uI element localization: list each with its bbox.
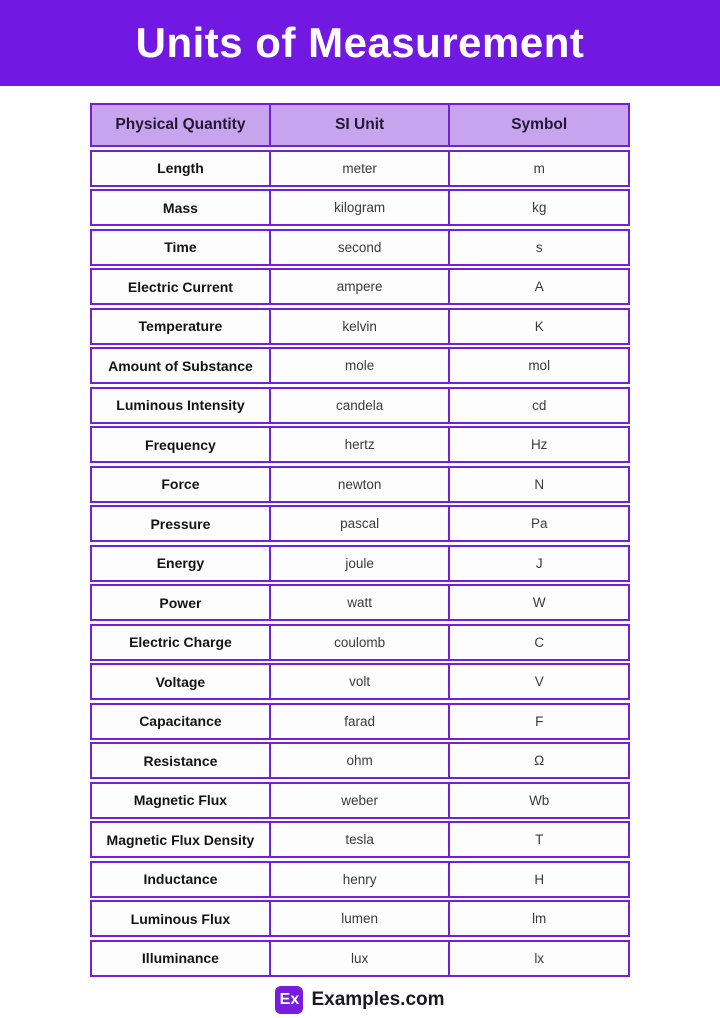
cell-symbol: mol (448, 349, 628, 382)
cell-si-unit: ohm (269, 744, 449, 777)
cell-si-unit: henry (269, 863, 449, 896)
cell-physical-quantity: Length (157, 160, 204, 176)
cell-symbol: W (448, 586, 628, 619)
cell-physical-quantity: Luminous Flux (130, 910, 231, 927)
table-row (90, 387, 630, 424)
cell-symbol: F (448, 705, 628, 738)
table-body (90, 150, 630, 977)
cell-physical-quantity: Electric Current (127, 278, 233, 295)
table-row (90, 900, 630, 937)
cell-symbol: kg (448, 191, 628, 224)
cell-si-unit: kelvin (269, 310, 449, 343)
table-row (90, 703, 630, 740)
cell-symbol: cd (448, 389, 628, 422)
cell-si-unit: lux (269, 942, 449, 975)
cell-physical-quantity: Pressure (150, 515, 211, 532)
title-banner (0, 0, 720, 86)
cell-physical-quantity: Magnetic Flux (133, 792, 228, 808)
cell-si-unit: newton (269, 468, 449, 501)
cell-si-unit: second (269, 231, 449, 264)
cell-symbol: A (448, 270, 628, 303)
cell-si-unit: volt (269, 665, 449, 698)
table-row (90, 584, 630, 621)
table-row (90, 742, 630, 779)
table-row (90, 505, 630, 542)
cell-symbol: C (448, 626, 628, 659)
cell-symbol: lx (448, 942, 628, 975)
cell-si-unit: pascal (269, 507, 449, 540)
table-row (90, 426, 630, 463)
cell-physical-quantity: Time (164, 239, 197, 255)
cell-si-unit: kilogram (269, 191, 449, 224)
cell-symbol: V (448, 665, 628, 698)
cell-si-unit: mole (269, 349, 449, 382)
table-header-row (90, 103, 630, 147)
site-footer (0, 986, 720, 1014)
cell-symbol: Pa (448, 507, 628, 540)
cell-physical-quantity: Inductance (143, 871, 218, 887)
table-row (90, 268, 630, 305)
cell-si-unit: hertz (269, 428, 449, 461)
table-row (90, 229, 630, 266)
cell-symbol: m (448, 152, 628, 185)
cell-symbol: N (448, 468, 628, 501)
table-row (90, 861, 630, 898)
cell-symbol: s (448, 231, 628, 264)
cell-symbol: Hz (448, 428, 628, 461)
cell-physical-quantity: Resistance (143, 752, 218, 769)
cell-physical-quantity: Magnetic Flux Density (106, 831, 255, 848)
table-row (90, 663, 630, 700)
cell-symbol: K (448, 310, 628, 343)
table-row (90, 782, 630, 819)
cell-si-unit: tesla (269, 823, 449, 856)
cell-si-unit: candela (269, 389, 449, 422)
cell-physical-quantity: Amount of Substance (108, 357, 253, 374)
cell-symbol: lm (448, 902, 628, 935)
cell-physical-quantity: Mass (162, 199, 198, 216)
header-si-unit: SI Unit (269, 105, 449, 145)
cell-si-unit: ampere (269, 270, 449, 303)
table-row (90, 347, 630, 384)
table-row (90, 150, 630, 187)
table-row (90, 821, 630, 858)
cell-si-unit: lumen (269, 902, 449, 935)
table-row (90, 545, 630, 582)
cell-si-unit: watt (269, 586, 449, 619)
cell-physical-quantity: Luminous Intensity (116, 397, 245, 413)
cell-physical-quantity: Voltage (155, 673, 206, 690)
cell-symbol: Wb (448, 784, 628, 817)
cell-symbol: Ω (448, 744, 628, 777)
cell-physical-quantity: Frequency (145, 436, 216, 453)
table-row (90, 466, 630, 503)
header-symbol: Symbol (448, 105, 628, 145)
site-name: Examples.com (311, 988, 445, 1010)
units-table (90, 103, 630, 977)
table-row (90, 940, 630, 977)
table-row (90, 308, 630, 345)
cell-si-unit: joule (269, 547, 449, 580)
table-row (90, 624, 630, 661)
cell-physical-quantity: Illuminance (141, 950, 219, 966)
cell-symbol: H (448, 863, 628, 896)
cell-physical-quantity: Force (161, 476, 200, 492)
cell-physical-quantity: Capacitance (139, 713, 222, 729)
cell-physical-quantity: Energy (156, 555, 205, 571)
cell-symbol: T (448, 823, 628, 856)
table-row (90, 189, 630, 226)
cell-si-unit: coulomb (269, 626, 449, 659)
cell-physical-quantity: Power (159, 594, 202, 611)
cell-physical-quantity: Temperature (138, 318, 223, 334)
cell-si-unit: weber (269, 784, 449, 817)
cell-si-unit: meter (269, 152, 449, 185)
cell-symbol: J (448, 547, 628, 580)
cell-physical-quantity: Electric Charge (129, 634, 232, 650)
page-title: Units of Measurement (135, 19, 585, 66)
cell-si-unit: farad (269, 705, 449, 738)
header-physical-quantity: Physical Quantity (115, 116, 246, 133)
examples-logo-icon: Ex (275, 986, 303, 1014)
